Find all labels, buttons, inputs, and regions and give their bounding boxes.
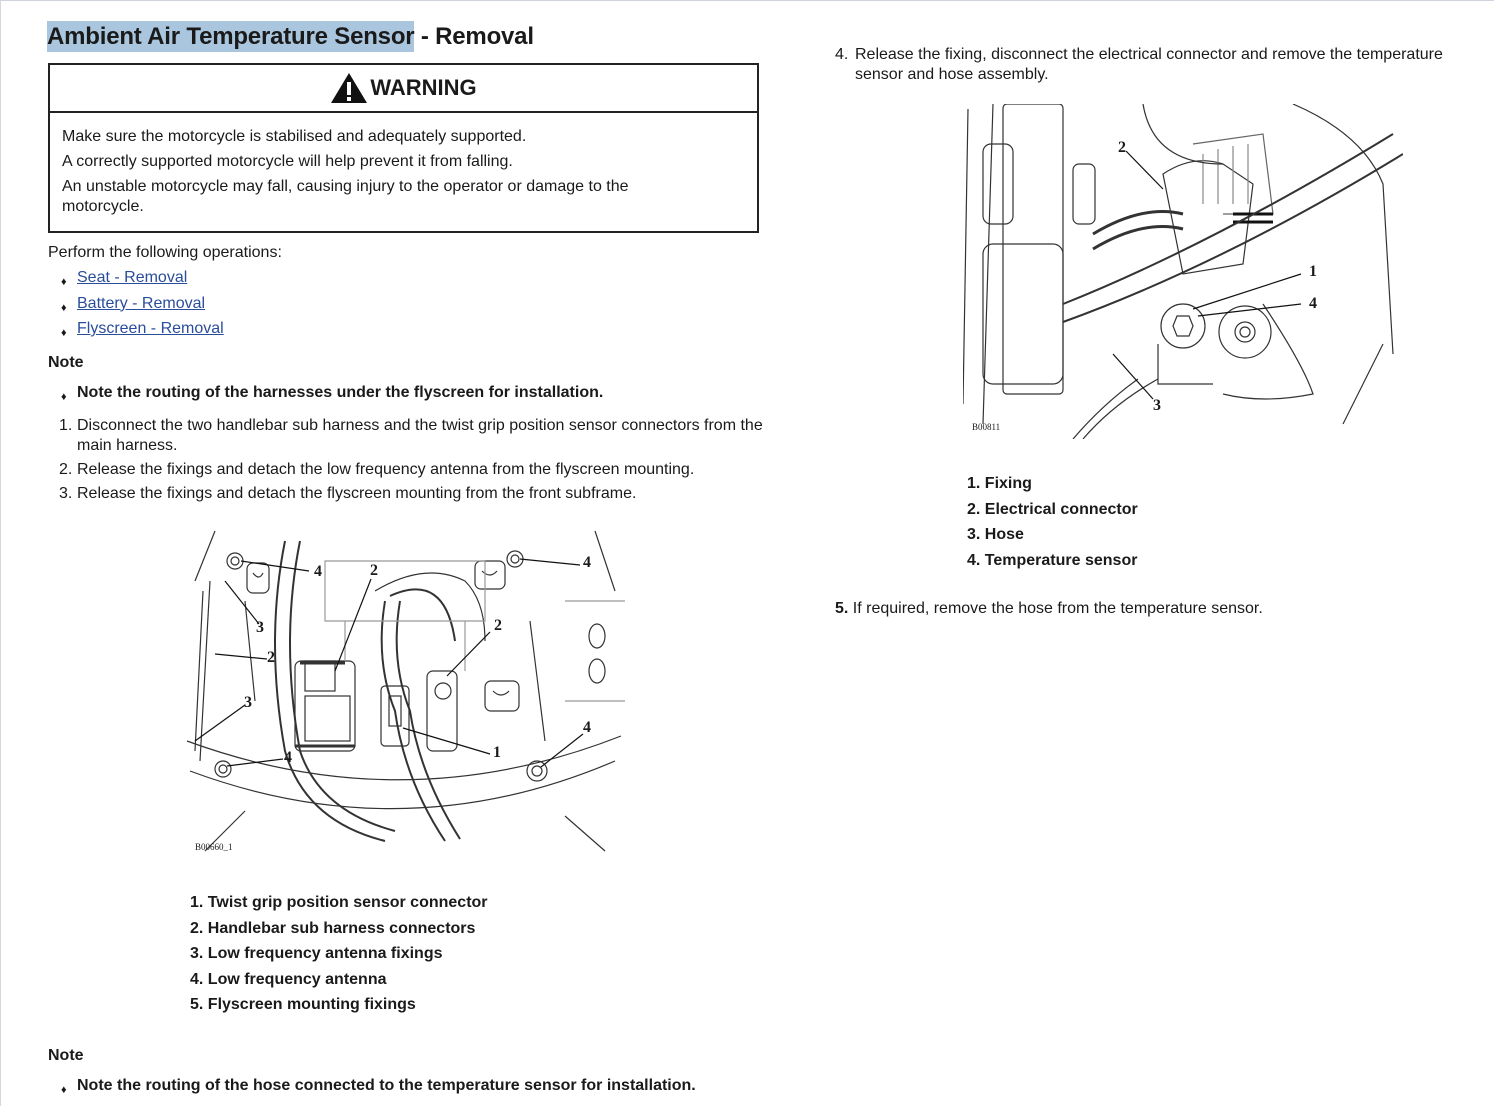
title-rest: - Removal bbox=[414, 23, 534, 50]
callout-label: 2 bbox=[370, 562, 378, 579]
step-item bbox=[835, 45, 1494, 85]
note-heading: Note bbox=[48, 1047, 84, 1064]
warning-line: Make sure the motorcycle is stabilised and adequately supported. bbox=[62, 128, 527, 145]
warning-body bbox=[50, 113, 757, 217]
step4-clip bbox=[835, 35, 1494, 91]
legend-item: 2. Electrical connector bbox=[967, 500, 1138, 518]
bullet-icon: ♦ bbox=[61, 301, 67, 314]
callout-label: 2 bbox=[1118, 139, 1126, 156]
legend-item: 4. Temperature sensor bbox=[967, 551, 1138, 569]
prerequisite-links bbox=[48, 268, 224, 345]
callout-label: 4 bbox=[284, 749, 292, 766]
step-text: If required, remove the hose from the temperature sensor. bbox=[852, 600, 1263, 617]
list-item bbox=[48, 294, 224, 320]
step-text: Release the fixings and detach the flyscreen mounting from the front subframe. bbox=[77, 485, 637, 502]
callout-label: 3 bbox=[256, 619, 264, 636]
legend-item: 4. Low frequency antenna bbox=[190, 970, 387, 988]
figure-flyscreen-harness bbox=[185, 521, 625, 859]
figure-code: B00660_1 bbox=[195, 842, 233, 852]
legend-item: 3. Hose bbox=[967, 526, 1024, 543]
steps-list bbox=[48, 416, 768, 508]
list-item bbox=[48, 319, 224, 345]
legend-item: 3. Low frequency antenna fixings bbox=[190, 945, 443, 962]
callout-label: 4 bbox=[1309, 295, 1317, 312]
warning-triangle-icon bbox=[330, 72, 368, 104]
callout-label: 4 bbox=[314, 563, 322, 580]
note-text bbox=[48, 1076, 696, 1096]
link-battery-removal[interactable]: Battery - Removal bbox=[77, 294, 206, 312]
step-number: 3. bbox=[59, 485, 73, 502]
figure1-legend bbox=[190, 890, 488, 1018]
callout-label: 4 bbox=[583, 719, 591, 736]
bullet-icon: ♦ bbox=[61, 276, 67, 288]
callout-label: 4 bbox=[583, 554, 591, 571]
figure-code: B00811 bbox=[972, 422, 1001, 432]
step-number: 2. bbox=[59, 461, 73, 478]
step-text: Release the fixing, disconnect the electrical connector and remove the temperature sensor and hose assembly. bbox=[855, 46, 1443, 83]
step-item bbox=[48, 460, 768, 480]
figure2-legend bbox=[967, 471, 1138, 573]
warning-header bbox=[50, 65, 757, 113]
step-number: 1. bbox=[59, 417, 73, 434]
title-highlighted: Ambient Air Temperature Sensor bbox=[47, 23, 415, 50]
callout-label: 1 bbox=[1309, 263, 1317, 280]
bullet-icon: ♦ bbox=[61, 327, 67, 339]
step-number: 4. bbox=[835, 46, 849, 63]
link-seat-removal[interactable]: Seat - Removal bbox=[77, 269, 188, 286]
callout-label: 1 bbox=[493, 744, 501, 761]
note-text-content: Note the routing of the harnesses under the flyscreen for installation. bbox=[77, 384, 604, 401]
step-item bbox=[835, 599, 1263, 619]
callout-label: 2 bbox=[494, 617, 502, 634]
note-text-content: Note the routing of the hose connected to the temperature sensor for installation. bbox=[77, 1077, 696, 1094]
bullet-icon: ♦ bbox=[61, 1084, 67, 1096]
callout-label: 3 bbox=[244, 694, 252, 711]
step-item bbox=[48, 416, 768, 456]
step-item bbox=[48, 484, 768, 504]
warning-box bbox=[48, 63, 759, 233]
step-number: 5. bbox=[835, 600, 849, 617]
legend-item: 1. Fixing bbox=[967, 475, 1032, 492]
warning-heading: WARNING bbox=[370, 75, 477, 100]
callout-label: 3 bbox=[1153, 397, 1161, 414]
step-text: Release the fixings and detach the low frequency antenna from the flyscreen mounting. bbox=[77, 461, 695, 478]
list-item bbox=[48, 268, 224, 294]
warning-line: An unstable motorcycle may fall, causing injury to the operator or damage to the motorcycle. bbox=[62, 178, 629, 215]
bullet-icon: ♦ bbox=[61, 391, 67, 403]
warning-line: A correctly supported motorcycle will help prevent it from falling. bbox=[62, 153, 513, 170]
figure-flyscreen-drawing bbox=[185, 521, 625, 859]
note-heading: Note bbox=[48, 354, 84, 371]
legend-item: 5. Flyscreen mounting fixings bbox=[190, 996, 416, 1013]
legend-item: 1. Twist grip position sensor connector bbox=[190, 894, 488, 911]
prerequisites-intro: Perform the following operations: bbox=[48, 244, 282, 261]
step-text: Disconnect the two handlebar sub harness and the twist grip position sensor connectors from the main harness. bbox=[77, 417, 763, 454]
figure-temperature-sensor bbox=[963, 104, 1403, 439]
note-text bbox=[48, 383, 603, 403]
figure-sensor-drawing bbox=[963, 104, 1403, 439]
legend-item: 2. Handlebar sub harness connectors bbox=[190, 919, 476, 937]
page-title bbox=[47, 23, 534, 51]
link-flyscreen-removal[interactable]: Flyscreen - Removal bbox=[77, 320, 224, 337]
callout-label: 2 bbox=[267, 649, 275, 666]
